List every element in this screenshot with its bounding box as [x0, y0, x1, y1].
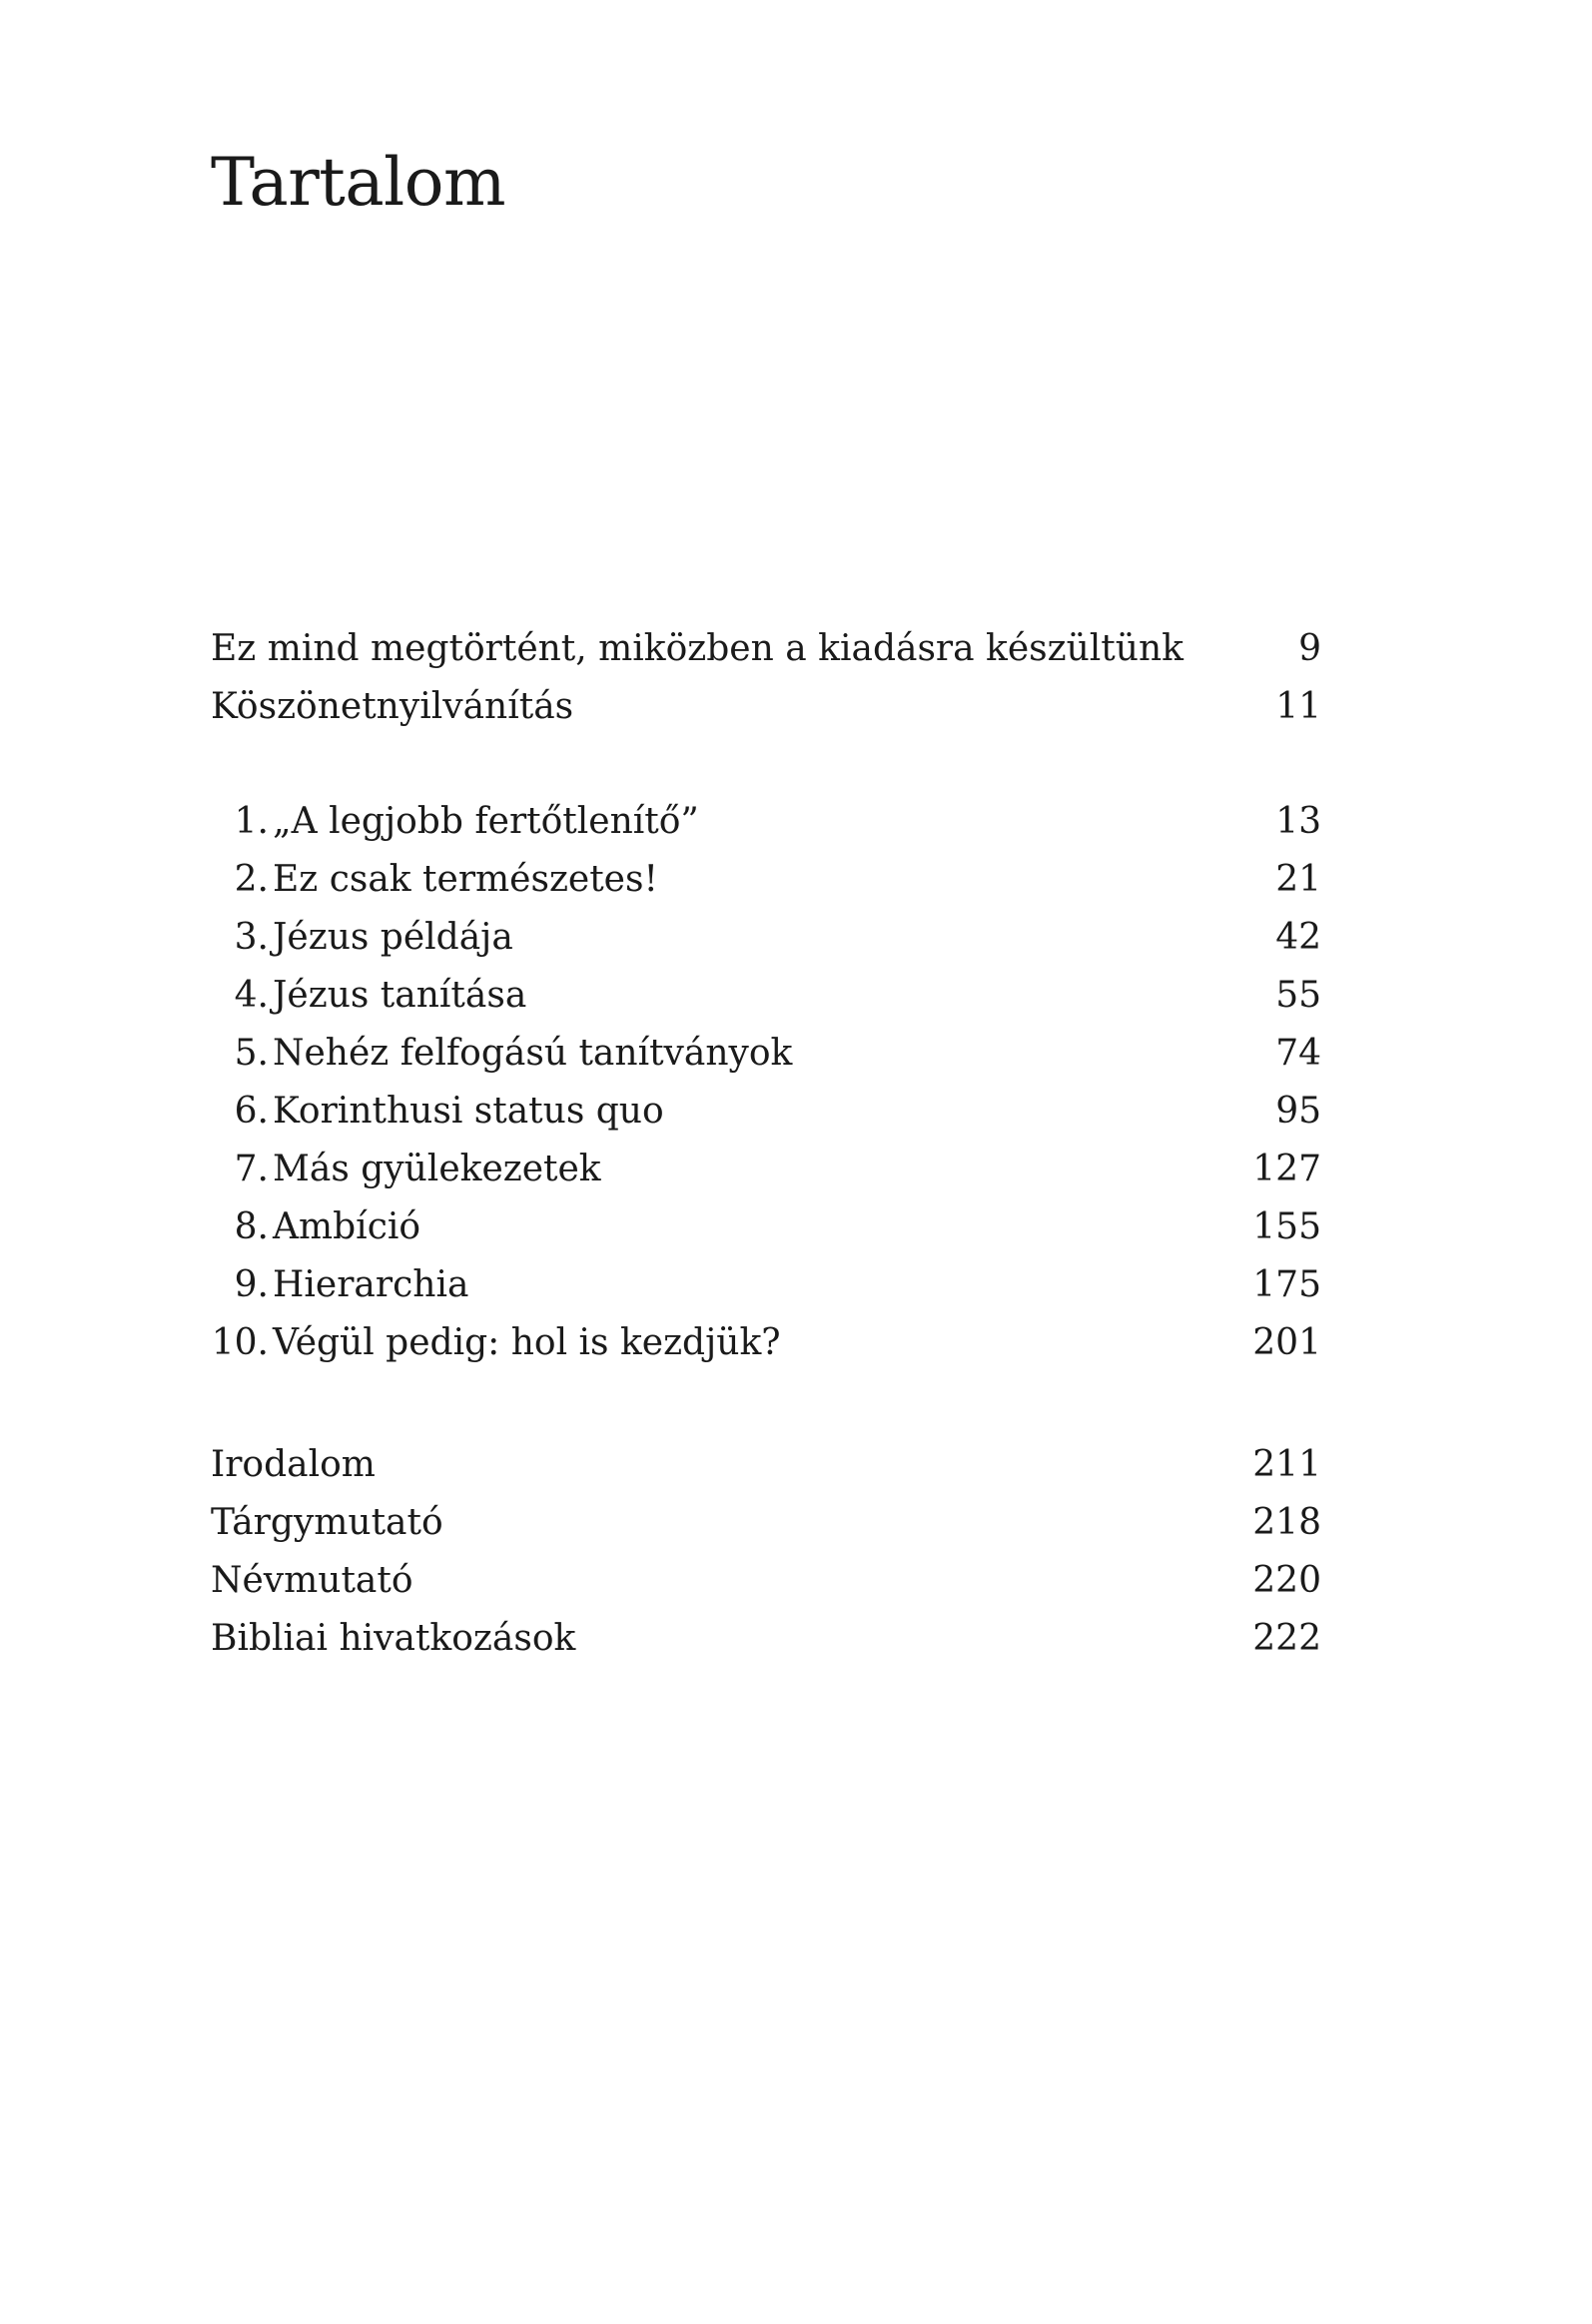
toc-front-matter	[211, 620, 1321, 736]
chapter-number: 7.	[234, 1149, 269, 1189]
chapter-page: 42	[1275, 917, 1321, 958]
chapter-number: 10.	[211, 1322, 269, 1363]
toc-entry-page: 9	[1298, 628, 1321, 669]
chapter-number: 9.	[234, 1264, 269, 1305]
chapter-title: Ez csak természetes!	[273, 859, 658, 900]
toc-chapter-entry[interactable]	[211, 967, 1321, 1025]
toc-entry-title: Köszönetnyilvánítás	[211, 686, 574, 727]
chapter-page: 127	[1252, 1149, 1321, 1189]
toc-chapter-entry[interactable]	[211, 851, 1321, 909]
toc-entry[interactable]	[211, 1436, 1321, 1494]
toc-entry[interactable]	[211, 1552, 1321, 1610]
page-title: Tartalom	[211, 144, 506, 221]
toc-chapter-entry[interactable]	[211, 793, 1321, 851]
chapter-number: 5.	[234, 1033, 269, 1074]
toc-chapter-entry[interactable]	[211, 1198, 1321, 1256]
toc-chapter-entry[interactable]	[211, 1141, 1321, 1198]
chapter-page: 74	[1275, 1033, 1321, 1074]
chapter-page: 155	[1252, 1206, 1321, 1247]
chapter-title: Hierarchia	[273, 1264, 469, 1305]
toc-entry[interactable]	[211, 678, 1321, 736]
chapter-number: 8.	[234, 1206, 269, 1247]
toc-entry-title: Tárgymutató	[211, 1502, 443, 1543]
chapter-title: „A legjobb fertőtlenítő”	[273, 801, 699, 842]
toc-chapter-entry[interactable]	[211, 1083, 1321, 1141]
chapter-title: Ambíció	[273, 1206, 421, 1247]
toc-chapter-entry[interactable]	[211, 1025, 1321, 1083]
toc-entry-page: 211	[1252, 1444, 1321, 1485]
toc-chapter-entry[interactable]	[211, 909, 1321, 967]
toc-entry-page: 218	[1252, 1502, 1321, 1543]
chapter-number: 4.	[234, 975, 269, 1016]
chapter-title: Végül pedig: hol is kezdjük?	[273, 1322, 781, 1363]
chapter-number: 6.	[234, 1091, 269, 1132]
toc-chapter-entry[interactable]	[211, 1314, 1321, 1372]
chapter-page: 21	[1275, 859, 1321, 900]
toc-back-matter	[211, 1436, 1321, 1668]
chapter-title: Más gyülekezetek	[273, 1149, 601, 1189]
toc-chapters	[211, 793, 1321, 1372]
toc-entry[interactable]	[211, 1610, 1321, 1668]
chapter-page: 95	[1275, 1091, 1321, 1132]
toc-entry-title: Irodalom	[211, 1444, 376, 1485]
toc-entry-title: Bibliai hivatkozások	[211, 1618, 576, 1659]
chapter-title: Jézus példája	[273, 917, 513, 958]
chapter-title: Nehéz felfogású tanítványok	[273, 1033, 793, 1074]
toc-entry-page: 11	[1275, 686, 1321, 727]
toc-entry[interactable]	[211, 620, 1321, 678]
chapter-number: 1.	[234, 801, 269, 842]
chapter-page: 13	[1275, 801, 1321, 842]
chapter-page: 175	[1252, 1264, 1321, 1305]
toc-chapter-entry[interactable]	[211, 1256, 1321, 1314]
chapter-page: 55	[1275, 975, 1321, 1016]
toc-entry-page: 220	[1252, 1560, 1321, 1601]
toc-entry-title: Ez mind megtörtént, miközben a kiadásra készültünk	[211, 628, 1184, 669]
chapter-title: Korinthusi status quo	[273, 1091, 664, 1132]
toc-entry-page: 222	[1252, 1618, 1321, 1659]
chapter-number: 2.	[234, 859, 269, 900]
chapter-number: 3.	[234, 917, 269, 958]
toc-entry[interactable]	[211, 1494, 1321, 1552]
chapter-page: 201	[1252, 1322, 1321, 1363]
chapter-title: Jézus tanítása	[273, 975, 527, 1016]
toc-entry-title: Névmutató	[211, 1560, 413, 1601]
